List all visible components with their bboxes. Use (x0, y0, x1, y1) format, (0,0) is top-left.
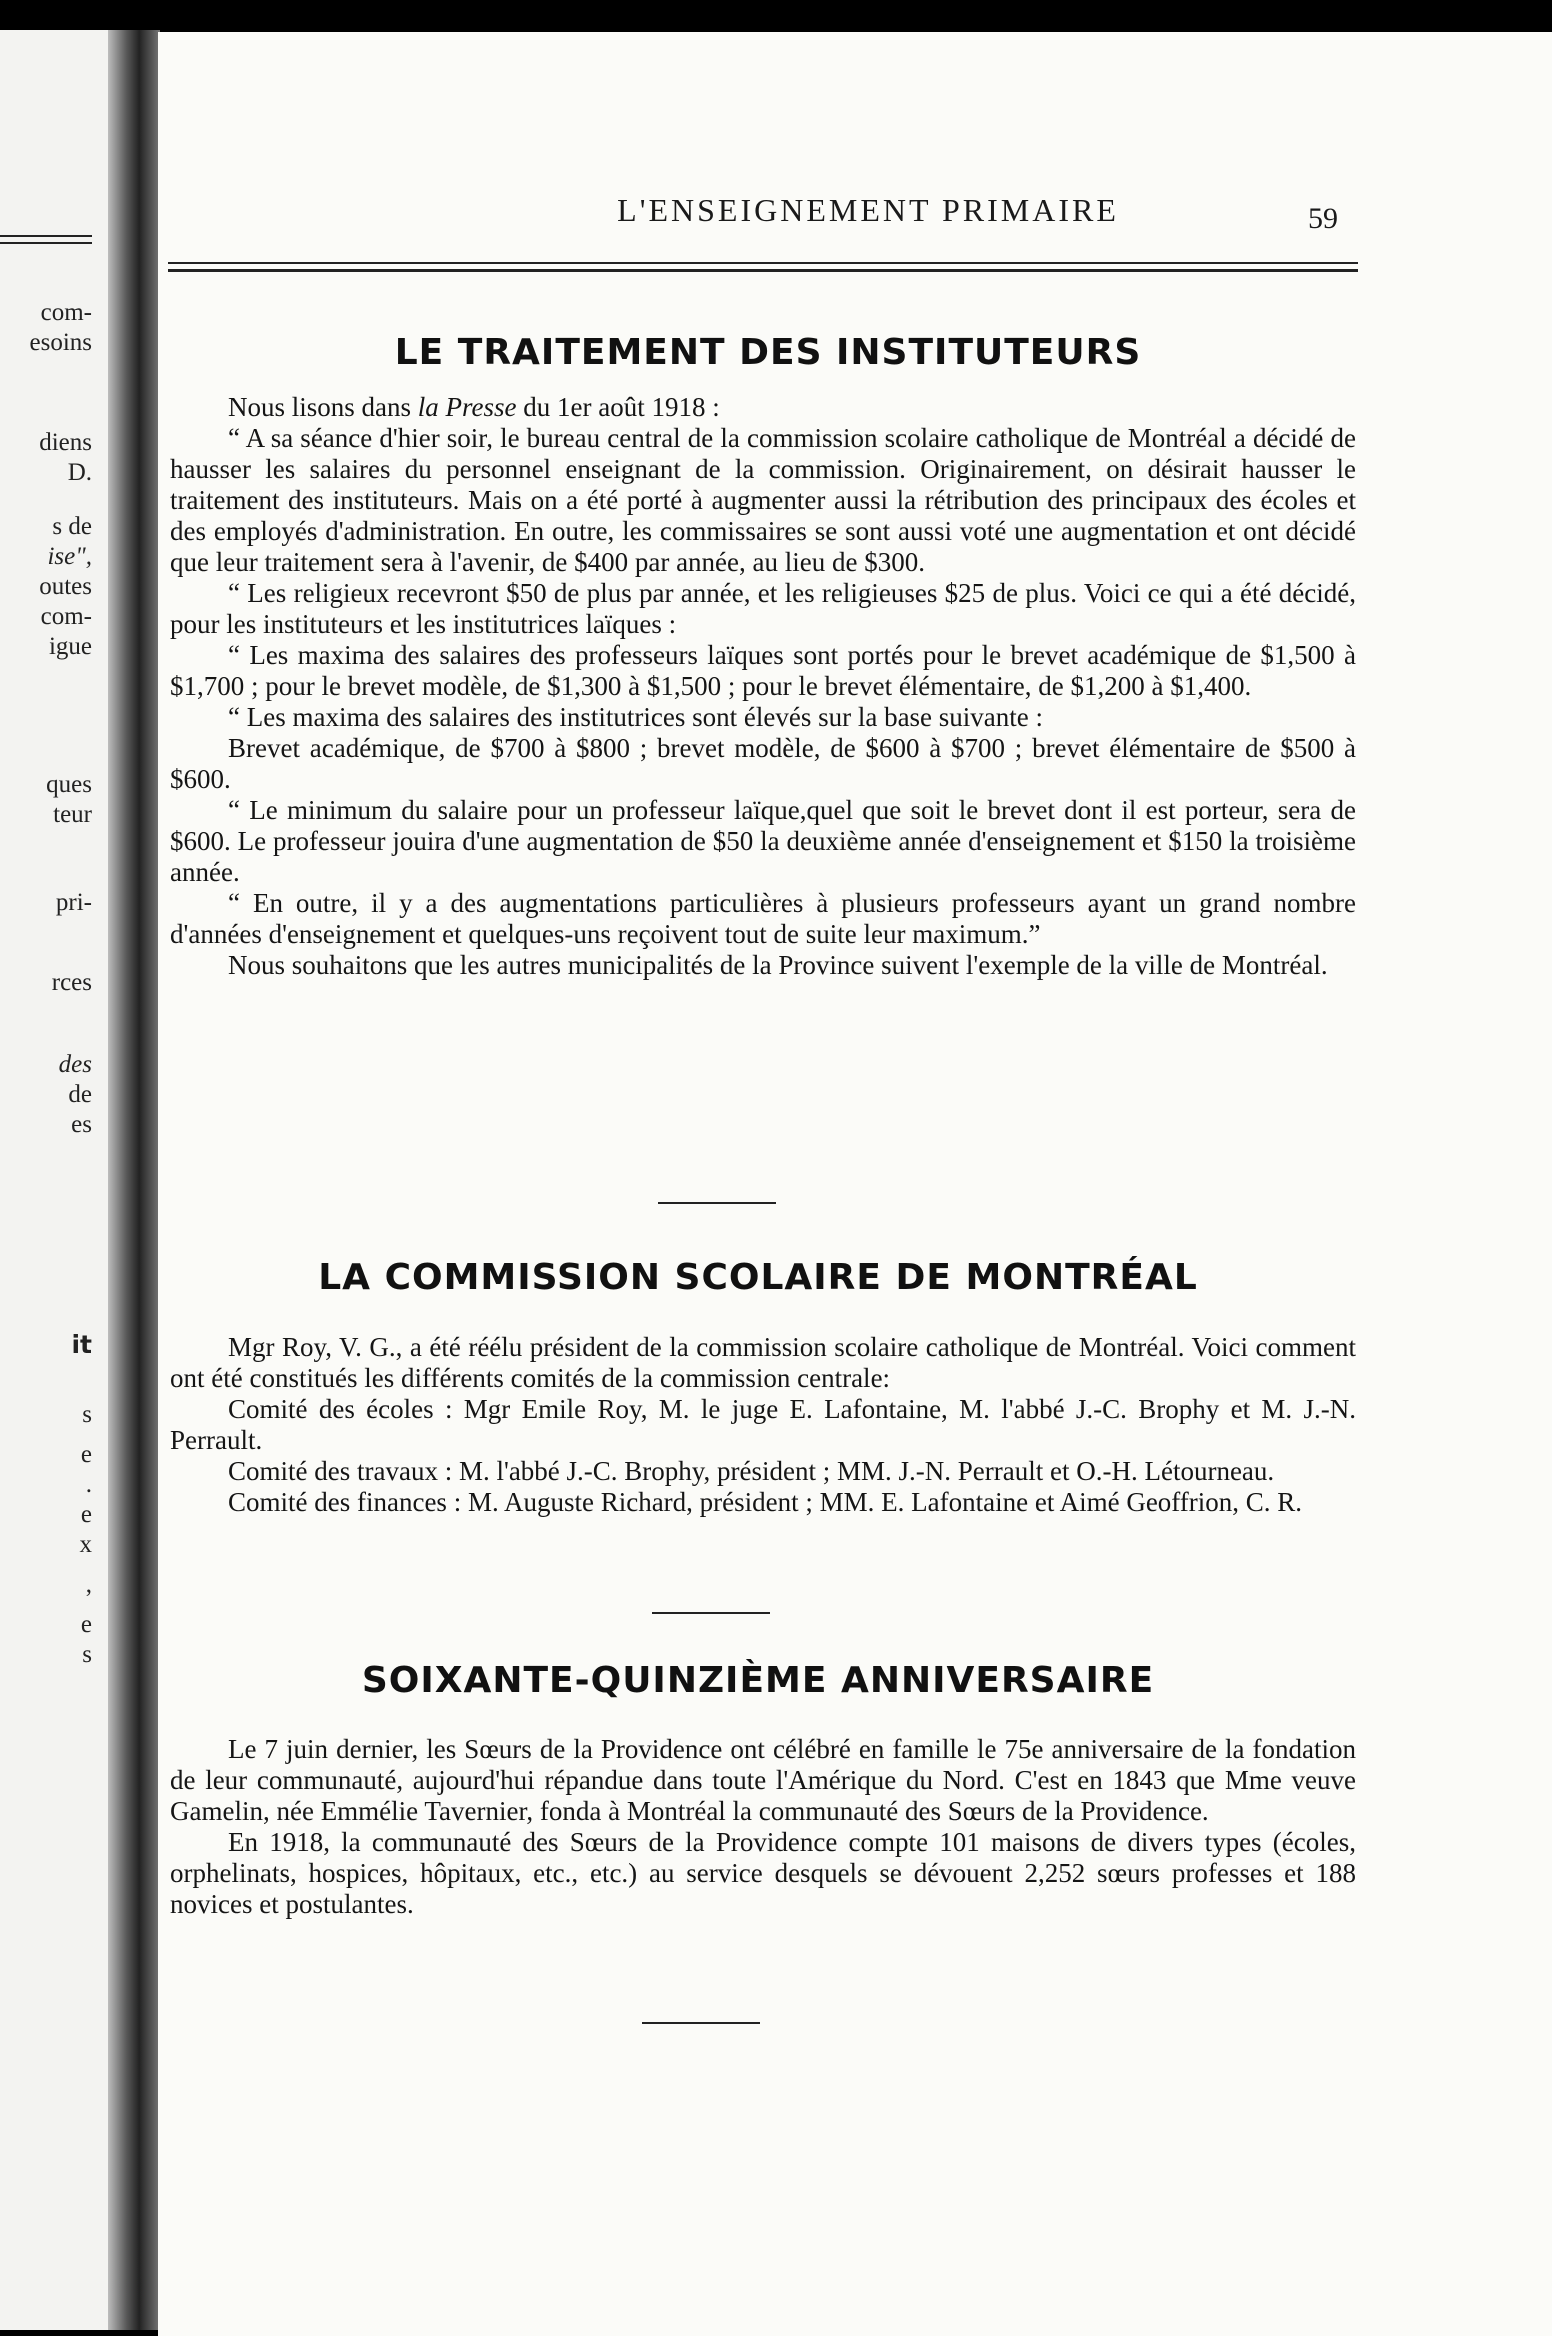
book-gutter (108, 30, 160, 2330)
paragraph: “ Les religieux recevront $50 de plus par année, et les religieuses $25 de plus. Voici ce qui a été décidé, pour les instituteurs et les institutrices laïques : (170, 578, 1356, 639)
facing-page-fragment: x (79, 1531, 92, 1558)
facing-page-fragment: s de (52, 513, 92, 540)
facing-page-fragment: com- (40, 299, 92, 326)
header-rule (168, 262, 1358, 264)
facing-page-fragment: ques (46, 771, 92, 798)
article-title: LA COMMISSION SCOLAIRE DE MONTRÉAL (318, 1257, 1198, 1298)
facing-page-fragment: des (58, 1051, 92, 1078)
paragraph: Nous souhaitons que les autres municipalités de la Province suivent l'exemple de la ville de Montréal. (228, 950, 1328, 980)
facing-page-fragment: it (71, 1330, 92, 1359)
facing-page-fragment: e (80, 1611, 92, 1638)
facing-page-fragment: e (80, 1441, 92, 1468)
paragraph: “ Le minimum du salaire pour un professeur laïque,quel que soit le brevet dont il est porteur, sera de $600. Le professeur jouira d'une augmentation de $50 la deuxième année d'enseignement et $150 la troisième année. (170, 795, 1356, 887)
paragraph: Comité des finances : M. Auguste Richard, président ; MM. E. Lafontaine et Aimé Geoffrion, C. R. (228, 1487, 1303, 1517)
facing-page-rule (0, 242, 92, 244)
facing-page-fragment: . (85, 1471, 92, 1498)
page-number: 59 (1308, 202, 1338, 235)
paragraph: Brevet académique, de $700 à $800 ; brevet modèle, de $600 à $700 ; brevet élémentaire de $500 à $600. (170, 733, 1356, 794)
facing-page-fragment: pri- (55, 889, 92, 916)
paragraph: En 1918, la communauté des Sœurs de la Providence compte 101 maisons de divers types (écoles, orphelinats, hospices, hôpitaux, etc., etc.) au service desquels se dévouent 2,252 sœurs professes et 188 novices et postulantes. (170, 1827, 1356, 1919)
facing-page-fragment: de (68, 1081, 92, 1108)
article-body (170, 392, 1356, 981)
paragraph: “ Les maxima des salaires des professeurs laïques sont portés pour le brevet académique de $1,500 à $1,700 ; pour le brevet modèle, de $1,300 à $1,500 ; pour le brevet élémentaire, de $1,200 à $1,400. (170, 640, 1356, 701)
article-title: SOIXANTE-QUINZIÈME ANNIVERSAIRE (361, 1660, 1155, 1701)
facing-page-fragment: outes (39, 573, 92, 600)
paragraph: Mgr Roy, V. G., a été réélu président de la commission scolaire catholique de Montréal. Voici comment ont été constitués les différents comités de la commission centrale: (170, 1332, 1356, 1393)
facing-page-fragment: esoins (29, 329, 92, 356)
facing-page-fragment: s (82, 1401, 92, 1428)
facing-page-fragment: e (80, 1501, 92, 1528)
article-body (170, 1734, 1356, 1920)
article-body (170, 1332, 1356, 1518)
facing-page-fragment: diens (39, 429, 92, 456)
facing-page-rule (0, 235, 92, 237)
facing-page-fragment: s (82, 1641, 92, 1668)
paragraph: Comité des écoles : Mgr Emile Roy, M. le juge E. Lafontaine, M. l'abbé J.-C. Brophy et M. J.-N. Perrault. (170, 1394, 1356, 1455)
facing-page-edge (0, 30, 112, 2330)
section-divider (642, 2022, 760, 2024)
paragraph: “ A sa séance d'hier soir, le bureau central de la commission scolaire catholique de Montréal a décidé de hausser les salaires du personnel enseignant de la commission. Originairement, on désirait hausser le traitement des instituteurs. Mais on a été porté à augmenter aussi la rétribution des principaux des écoles et des employés d'administration. En outre, les commissaires se sont aussi voté une augmentation et ont décidé que leur traitement sera à l'avenir, de $400 par année, au lieu de $300. (170, 423, 1356, 577)
facing-page-fragment: igue (48, 633, 92, 660)
paragraph: “ Les maxima des salaires des institutrices sont élevés sur la base suivante : (228, 702, 1044, 732)
book-page (158, 32, 1552, 2336)
paragraph: Nous lisons dans la Presse du 1er août 1918 : (228, 392, 720, 422)
header-rule (168, 269, 1358, 272)
facing-page-fragment: D. (67, 459, 92, 486)
section-divider (658, 1202, 776, 1204)
running-head: L'ENSEIGNEMENT PRIMAIRE (617, 192, 1119, 228)
paragraph: “ En outre, il y a des augmentations particulières à plusieurs professeurs ayant un grand nombre d'années d'enseignement et quelques-uns reçoivent tout de suite leur maximum.” (170, 888, 1356, 949)
facing-page-fragment: teur (53, 801, 92, 828)
paragraph: Le 7 juin dernier, les Sœurs de la Providence ont célébré en famille le 75e anniversaire de la fondation de leur communauté, aujourd'hui répandue dans toute l'Amérique du Nord. C'est en 1843 que Mme veuve Gamelin, née Emmélie Tavernier, fonda à Montréal la communauté des Sœurs de la Providence. (170, 1734, 1356, 1826)
facing-page-fragment: rces (51, 969, 92, 996)
paragraph: Comité des travaux : M. l'abbé J.-C. Brophy, président ; MM. J.-N. Perrault et O.-H. Létourneau. (228, 1456, 1275, 1486)
facing-page-fragment: , (85, 1571, 92, 1598)
facing-page-fragment: com- (40, 603, 92, 630)
section-divider (652, 1612, 770, 1614)
facing-page-fragment: ise", (47, 543, 92, 570)
article-title: LE TRAITEMENT DES INSTITUTEURS (394, 332, 1142, 373)
facing-page-fragment: es (71, 1111, 92, 1138)
